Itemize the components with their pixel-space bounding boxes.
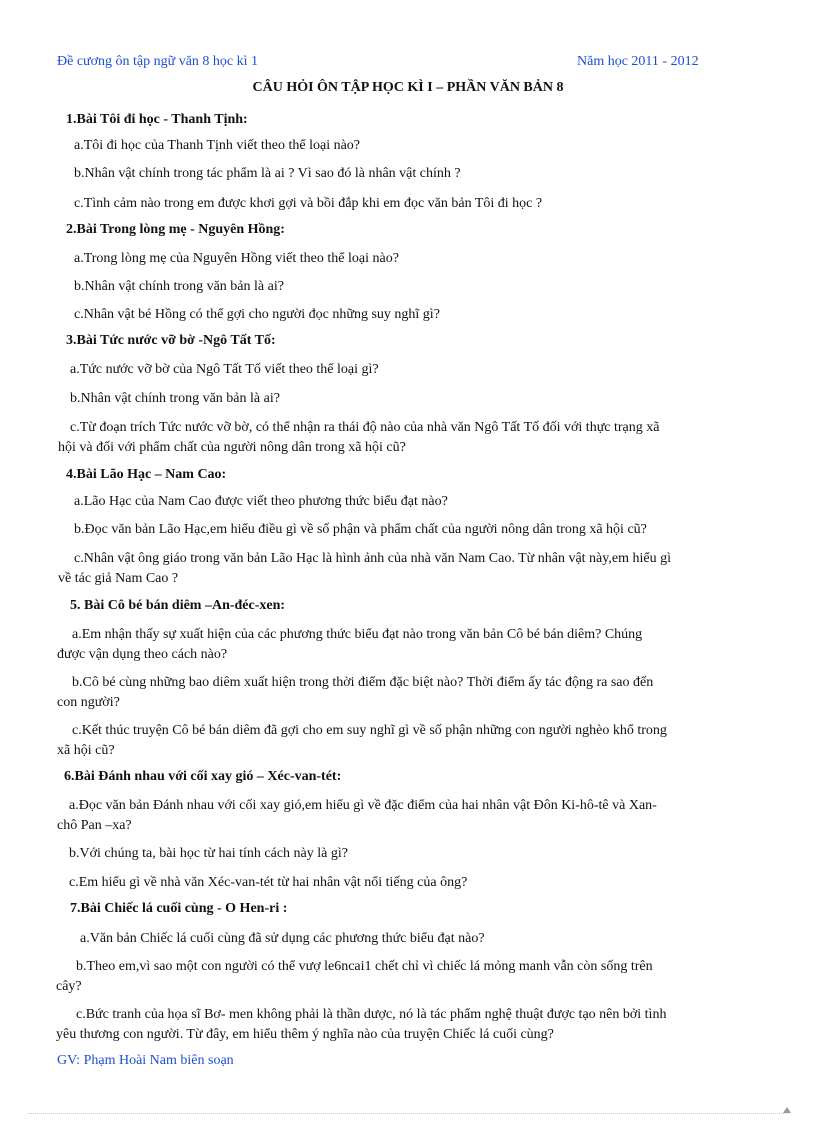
question (74, 164, 774, 184)
question-line: c.Nhân vật bé Hồng có thể gợi cho người đọc những suy nghĩ gì? (74, 307, 440, 322)
question (74, 305, 774, 325)
author-credit: GV: Phạm Hoài Nam biên soạn (57, 1053, 234, 1068)
section-heading: 4.Bài Lão Hạc – Nam Cao: (66, 467, 227, 482)
question (58, 418, 760, 458)
question-line: b.Cô bé cùng những bao diêm xuất hiện trong thời điểm đặc biệt nào? Thời điểm ấy tác động ra sao đến (72, 675, 654, 690)
question (74, 492, 774, 512)
page-marker-icon (783, 1107, 791, 1113)
question-line: a.Trong lòng mẹ của Nguyên Hồng viết theo thể loại nào? (74, 251, 399, 266)
question (74, 277, 774, 297)
question-line: a.Lão Hạc của Nam Cao được viết theo phương thức biểu đạt nào? (74, 494, 448, 509)
header-course-title: Đề cương ôn tập ngữ văn 8 học kì 1 (57, 54, 259, 69)
page-bottom-dotted-line (28, 1113, 788, 1114)
question-line: về tác giả Nam Cao ? (58, 571, 179, 586)
question-line: b.Với chúng ta, bài học từ hai tính cách này là gì? (69, 846, 348, 861)
question (58, 549, 764, 589)
question-line: chô Pan –xa? (57, 818, 132, 833)
question-line: a.Em nhận thấy sự xuất hiện của các phương thức biểu đạt nào trong văn bản Cô bé bán diêm? Chúng (72, 627, 643, 642)
section-heading: 5. Bài Cô bé bán diêm –An-đéc-xen: (70, 598, 286, 613)
question (80, 929, 780, 949)
question-line: c.Nhân vật ông giáo trong văn bản Lão Hạc là hình ảnh của nhà văn Nam Cao. Từ nhân vật này,em hiểu gì (74, 551, 671, 566)
question-line: c.Tình cảm nào trong em được khơi gợi và bồi đắp khi em đọc văn bản Tôi đi học ? (74, 196, 543, 211)
section-heading: 1.Bài Tôi đi học - Thanh Tịnh: (66, 112, 248, 127)
question (69, 873, 769, 893)
question (70, 360, 770, 380)
question-line: b.Đọc văn bản Lão Hạc,em hiểu điều gì về số phận và phẩm chất của người nông dân trong xã hội cũ? (74, 522, 647, 537)
question-line: a.Tức nước vỡ bờ của Ngô Tất Tố viết theo thể loại gì? (70, 362, 379, 377)
question-line: yêu thương con người. Từ đây, em hiểu thêm ý nghĩa nào của truyện Chiếc lá cuối cùng? (56, 1027, 554, 1042)
section-heading: 3.Bài Tức nước vỡ bờ -Ngô Tất Tố: (66, 333, 276, 348)
question (74, 136, 774, 156)
question-line: c.Kết thúc truyện Cô bé bán diêm đã gợi cho em suy nghĩ gì về số phận những con người nghèo khổ trong (72, 723, 667, 738)
question (69, 844, 769, 864)
question (57, 721, 762, 761)
question (57, 625, 762, 665)
question-line: hội và đối với phẩm chất của người nông dân trong xã hội cũ? (58, 440, 406, 455)
question-line: con người? (57, 695, 120, 710)
question (74, 520, 774, 540)
question-line: b.Nhân vật chính trong tác phẩm là ai ? Vì sao đó là nhân vật chính ? (74, 166, 461, 181)
question (56, 1005, 766, 1045)
question (70, 389, 770, 409)
question-line: a.Đọc văn bản Đánh nhau với cối xay gió,em hiểu gì về đặc điểm của hai nhân vật Đôn Ki-hô-tê và Xan- (69, 798, 657, 813)
question (56, 957, 766, 997)
question-line: cây? (56, 979, 82, 994)
question (57, 673, 762, 713)
question-line: xã hội cũ? (57, 743, 115, 758)
question-line: c.Từ đoạn trích Tức nước vỡ bờ, có thể nhận ra thái độ nào của nhà văn Ngô Tất Tố đối với thực trạng xã (70, 420, 660, 435)
question (74, 194, 774, 214)
question-line: c.Em hiểu gì về nhà văn Xéc-van-tét từ hai nhân vật nổi tiếng của ông? (69, 875, 468, 890)
header-school-year: Năm học 2011 - 2012 (577, 54, 699, 69)
question-line: a.Văn bản Chiếc lá cuối cùng đã sử dụng các phương thức biểu đạt nào? (80, 931, 485, 946)
question-line: c.Bức tranh của họa sĩ Bơ- men không phải là thần dược, nó là tác phẩm nghệ thuật được tạo nên bởi tình (76, 1007, 667, 1022)
question-line: b.Nhân vật chính trong văn bản là ai? (70, 391, 280, 406)
section-heading: 6.Bài Đánh nhau với cối xay gió – Xéc-van-tét: (64, 769, 342, 784)
question (57, 796, 759, 836)
page-title: CÂU HỎI ÔN TẬP HỌC KÌ I – PHẦN VĂN BẢN 8 (252, 80, 564, 95)
question (74, 249, 774, 269)
question-line: b.Nhân vật chính trong văn bản là ai? (74, 279, 284, 294)
question-line: b.Theo em,vì sao một con người có thể vượ le6ncai1 chết chỉ vì chiếc lá mỏng manh vẫn còn sống trên (76, 959, 653, 974)
question-line: a.Tôi đi học của Thanh Tịnh viết theo thể loại nào? (74, 138, 361, 153)
question-line: được vận dụng theo cách nào? (57, 647, 228, 662)
section-heading: 2.Bài Trong lòng mẹ - Nguyên Hồng: (66, 222, 285, 237)
section-heading: 7.Bài Chiếc lá cuối cùng - O Hen-ri : (70, 901, 288, 916)
